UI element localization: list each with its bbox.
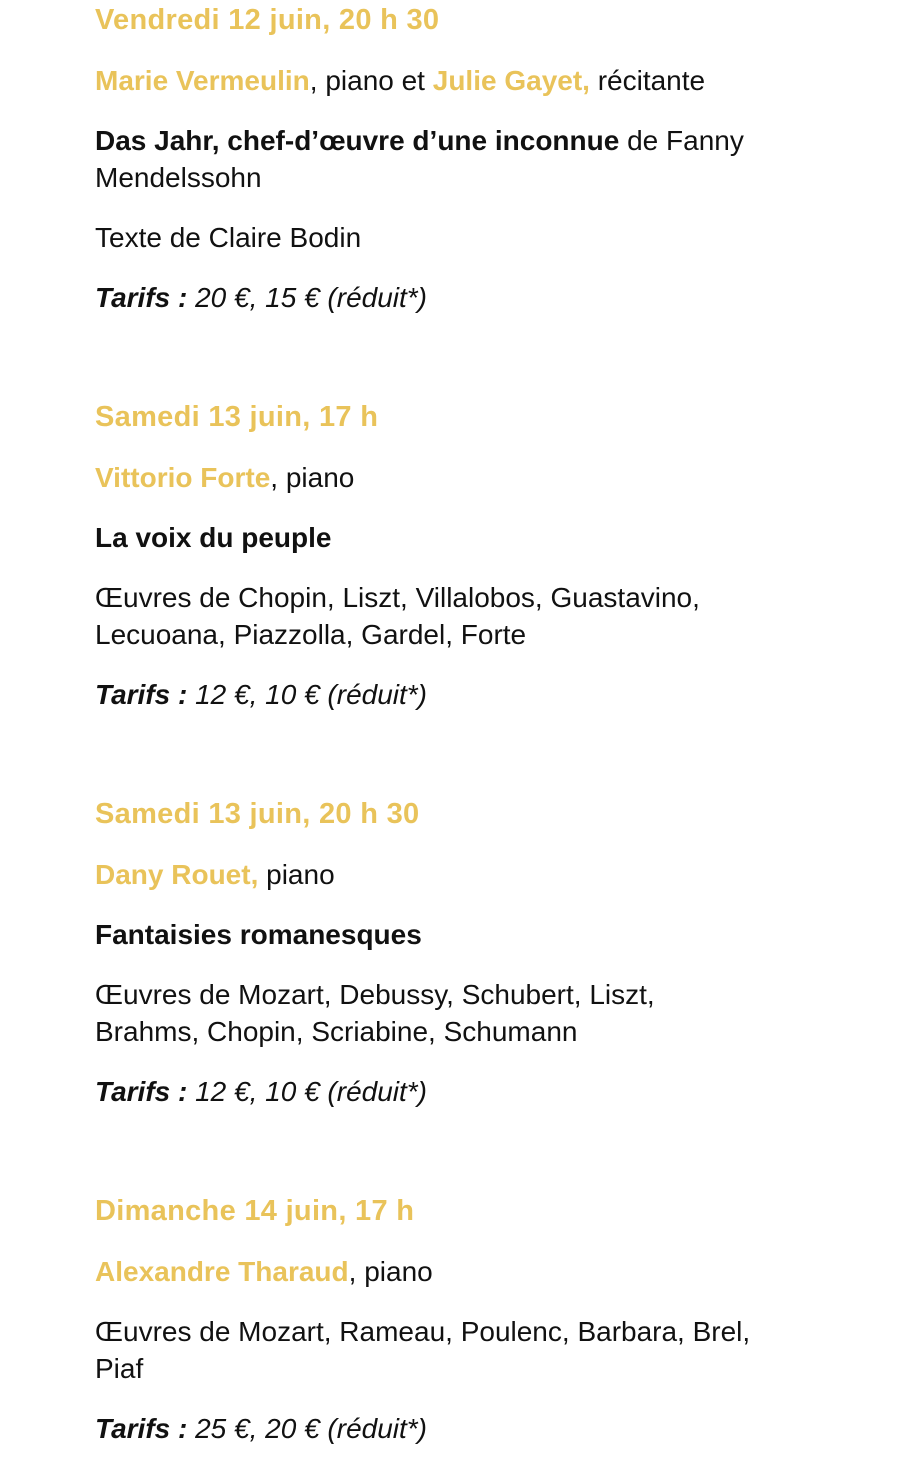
performer-name: Marie Vermeulin (95, 65, 310, 96)
tarifs-value: 12 €, 10 € (réduit*) (187, 679, 428, 710)
performer-name: Dany Rouet, (95, 859, 259, 890)
text-credit: Texte de Claire Bodin (95, 222, 362, 253)
performer-role: , piano (348, 1256, 433, 1287)
program-composer: de Fanny Mendelssohn (95, 125, 744, 193)
tarifs-line (95, 1410, 875, 1447)
tarifs-value: 12 €, 10 € (réduit*) (187, 1076, 428, 1107)
performer-name: Julie Gayet, (432, 65, 590, 96)
works-line: Œuvres de Mozart, Debussy, Schubert, Liszt, Brahms, Chopin, Scriabine, Schumann (95, 979, 655, 1047)
performers-line (95, 459, 875, 496)
performers-line (95, 1253, 875, 1290)
program-title: La voix du peuple (95, 522, 332, 553)
tarifs-label: Tarifs : (95, 679, 188, 710)
event-date: Samedi 13 juin, 17 h (95, 401, 379, 433)
event-date: Vendredi 12 juin, 20 h 30 (95, 4, 440, 36)
performers-line (95, 62, 875, 99)
performer-role: , piano (270, 462, 355, 493)
event-date: Dimanche 14 juin, 17 h (95, 1195, 415, 1227)
performer-role: , piano et (309, 65, 433, 96)
program-title: Das Jahr, chef-d’œuvre d’une inconnue (95, 125, 620, 156)
tarifs-label: Tarifs : (95, 282, 188, 313)
tarifs-line (95, 279, 875, 316)
tarifs-label: Tarifs : (95, 1413, 188, 1444)
program-title: Fantaisies romanesques (95, 919, 422, 950)
works-line: Œuvres de Chopin, Liszt, Villalobos, Guastavino, Lecuoana, Piazzolla, Gardel, Forte (95, 582, 700, 650)
works-line: Œuvres de Mozart, Rameau, Poulenc, Barbara, Brel, Piaf (95, 1316, 751, 1384)
tarifs-value: 25 €, 20 € (réduit*) (187, 1413, 428, 1444)
tarifs-label: Tarifs : (95, 1076, 188, 1107)
performer-role: piano (258, 859, 335, 890)
event-date: Samedi 13 juin, 20 h 30 (95, 798, 420, 830)
tarifs-value: 20 €, 15 € (réduit*) (187, 282, 428, 313)
performer-name: Alexandre Tharaud (95, 1256, 349, 1287)
tarifs-line (95, 1073, 875, 1110)
program-line (95, 122, 815, 196)
performer-name: Vittorio Forte (95, 462, 271, 493)
performer-role: récitante (589, 65, 706, 96)
performers-line (95, 856, 875, 893)
tarifs-line (95, 676, 875, 713)
